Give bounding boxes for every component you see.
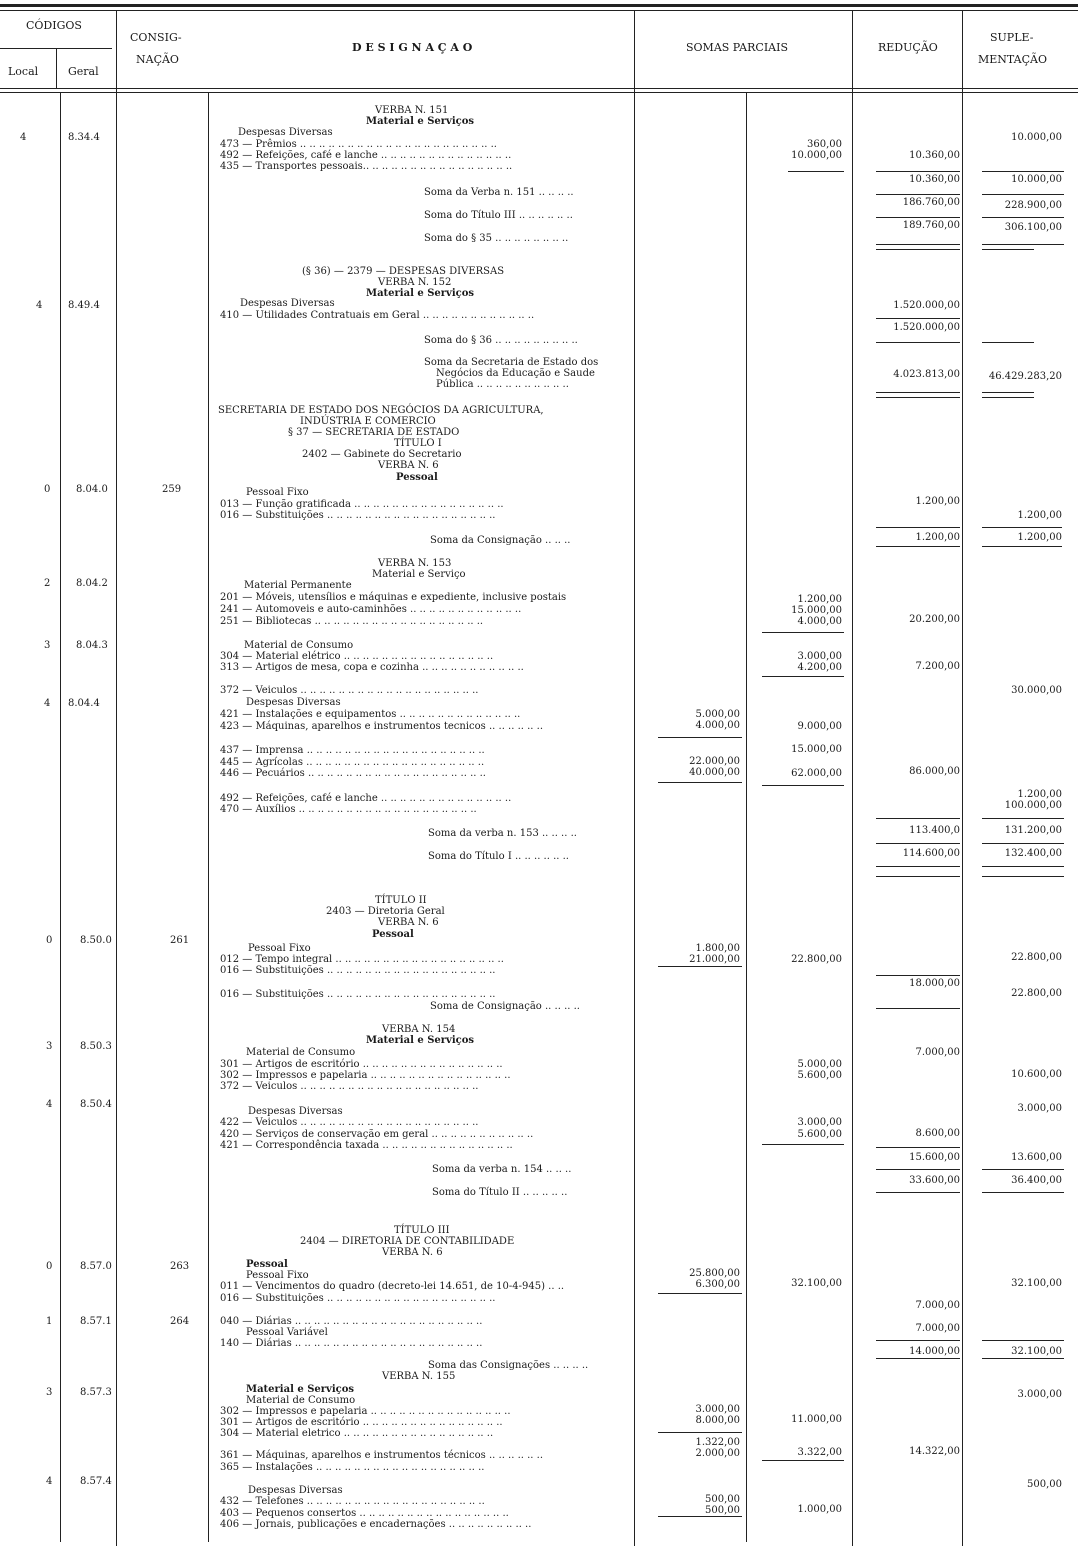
line-text: 15.000,00 bbox=[791, 744, 842, 755]
line-text: Pessoal Fixo bbox=[246, 487, 309, 498]
line-text: 0 bbox=[44, 484, 51, 495]
line-text: 473 — Prêmios .. .. .. .. .. .. .. .. .. .. .. .. .. .. .. .. .. .. .. .. .. bbox=[220, 139, 497, 150]
line-text: 21.000,00 bbox=[689, 954, 740, 965]
top-rule bbox=[0, 4, 1078, 7]
line-text: Negócios da Educação e Saude bbox=[436, 368, 595, 379]
line-text: 7.200,00 bbox=[915, 661, 960, 672]
line-text: 1.200,00 bbox=[1017, 510, 1062, 521]
total-rule bbox=[658, 966, 742, 967]
top-rule-2 bbox=[0, 10, 1078, 11]
line-text: Material e Serviços bbox=[366, 1035, 475, 1046]
line-text: 302 — Impressos e papelaria .. .. .. .. .. .. .. .. .. .. .. .. .. .. .. bbox=[220, 1406, 511, 1417]
line-text: 4 bbox=[20, 132, 27, 143]
col-rule-local-body bbox=[60, 92, 61, 1542]
line-text: 261 bbox=[170, 935, 190, 946]
header-consignacao-2: NAÇÃO bbox=[136, 53, 179, 66]
line-text: 1.000,00 bbox=[797, 1504, 842, 1515]
line-text: 4.000,00 bbox=[695, 720, 740, 731]
total-rule bbox=[982, 392, 1034, 393]
total-rule bbox=[876, 843, 960, 844]
line-text: 5.000,00 bbox=[695, 709, 740, 720]
total-rule bbox=[658, 782, 742, 783]
line-text: 22.800,00 bbox=[1011, 952, 1062, 963]
line-text: 46.429.283,20 bbox=[988, 371, 1062, 382]
line-text: 4 bbox=[46, 1099, 53, 1110]
line-text: TÍTULO II bbox=[375, 895, 427, 906]
line-text: 4.023.813,00 bbox=[893, 369, 960, 380]
line-text: 8.49.4 bbox=[68, 300, 100, 311]
line-text: 2402 — Gabinete do Secretario bbox=[302, 449, 462, 460]
line-text: INDÚSTRIA E COMERCIO bbox=[300, 416, 436, 427]
line-text: 7.000,00 bbox=[915, 1047, 960, 1058]
line-text: Despesas Diversas bbox=[246, 697, 341, 708]
line-text: 22.800,00 bbox=[1011, 988, 1062, 999]
header-bottom-rule-2 bbox=[0, 92, 1078, 93]
header-consignacao-1: CONSIG- bbox=[130, 31, 182, 44]
line-text: 32.100,00 bbox=[1011, 1346, 1062, 1357]
total-rule bbox=[982, 843, 1064, 844]
line-text: 2403 — Diretoria Geral bbox=[326, 906, 445, 917]
line-text: 500,00 bbox=[705, 1494, 740, 1505]
line-text: 10.360,00 bbox=[909, 174, 960, 185]
line-text: 10.000,00 bbox=[1011, 132, 1062, 143]
line-text: 264 bbox=[170, 1316, 190, 1327]
total-rule bbox=[982, 171, 1064, 172]
line-text: 302 — Impressos e papelaria .. .. .. .. .. .. .. .. .. .. .. .. .. .. .. bbox=[220, 1070, 511, 1081]
line-text: 15.600,00 bbox=[909, 1152, 960, 1163]
line-text: 3.000,00 bbox=[797, 651, 842, 662]
line-text: Material e Serviços bbox=[246, 1384, 355, 1395]
header-reducao: REDUÇÃO bbox=[878, 41, 938, 54]
line-text: 7.000,00 bbox=[915, 1323, 960, 1334]
line-text: 3.322,00 bbox=[797, 1447, 842, 1458]
total-rule bbox=[982, 194, 1064, 195]
line-text: 5.600,00 bbox=[797, 1129, 842, 1140]
line-text: 9.000,00 bbox=[797, 721, 842, 732]
line-text: 14.000,00 bbox=[909, 1346, 960, 1357]
line-text: 492 — Refeições, café e lanche .. .. .. .. .. .. .. .. .. .. .. .. .. .. bbox=[220, 150, 512, 161]
line-text: Material de Consumo bbox=[246, 1047, 356, 1058]
line-text: Pessoal Variável bbox=[246, 1327, 328, 1338]
line-text: 40.000,00 bbox=[689, 767, 740, 778]
total-rule bbox=[876, 397, 960, 398]
total-rule bbox=[762, 632, 844, 633]
line-text: 2404 — DIRETORIA DE CONTABILIDADE bbox=[300, 1236, 515, 1247]
line-text: VERBA N. 151 bbox=[375, 105, 449, 116]
line-text: 016 — Substituições .. .. .. .. .. .. .. .. .. .. .. .. .. .. .. .. .. .. bbox=[220, 989, 496, 1000]
line-text: Despesas Diversas bbox=[248, 1106, 343, 1117]
line-text: Soma do § 35 .. .. .. .. .. .. .. .. bbox=[424, 233, 569, 244]
total-rule bbox=[876, 392, 960, 393]
line-text: 1.322,00 bbox=[695, 1437, 740, 1448]
line-text: 7.000,00 bbox=[915, 1300, 960, 1311]
line-text: 13.600,00 bbox=[1011, 1152, 1062, 1163]
line-text: 3.000,00 bbox=[797, 1117, 842, 1128]
line-text: 8.57.1 bbox=[80, 1316, 112, 1327]
total-rule bbox=[982, 818, 1064, 819]
line-text: 421 — Instalações e equipamentos .. .. .. .. .. .. .. .. .. .. .. .. .. bbox=[220, 709, 521, 720]
line-text: 435 — Transportes pessoais.. .. .. .. .. .. .. .. .. .. .. .. .. .. .. .. bbox=[220, 161, 513, 172]
line-text: 8.34.4 bbox=[68, 132, 100, 143]
header-local: Local bbox=[8, 65, 39, 78]
col-rule-consignacao bbox=[208, 92, 209, 1542]
total-rule bbox=[876, 546, 960, 547]
header-designacao: D E S I G N A Ç A O bbox=[352, 41, 473, 54]
total-rule bbox=[762, 1460, 844, 1461]
line-text: Material e Serviços bbox=[366, 116, 475, 127]
header-suplementacao-2: MENTAÇÃO bbox=[978, 53, 1047, 66]
line-text: 18.000,00 bbox=[909, 978, 960, 989]
total-rule bbox=[982, 527, 1062, 528]
line-text: 1.800,00 bbox=[695, 943, 740, 954]
line-text: 186.760,00 bbox=[902, 197, 960, 208]
line-text: 2 bbox=[44, 578, 51, 589]
total-rule bbox=[658, 737, 742, 738]
line-text: 410 — Utilidades Contratuais em Geral .. .. .. .. .. .. .. .. .. .. .. .. bbox=[220, 310, 535, 321]
line-text: 1.200,00 bbox=[915, 496, 960, 507]
line-text: VERBA N. 155 bbox=[382, 1371, 456, 1382]
line-text: 8.04.2 bbox=[76, 578, 108, 589]
total-rule bbox=[982, 876, 1064, 877]
line-text: 016 — Substituições .. .. .. .. .. .. .. .. .. .. .. .. .. .. .. .. .. .. bbox=[220, 510, 496, 521]
line-text: VERBA N. 152 bbox=[378, 277, 452, 288]
line-text: 432 — Telefones .. .. .. .. .. .. .. .. .. .. .. .. .. .. .. .. .. .. .. bbox=[220, 1496, 485, 1507]
col-rule-somas-2 bbox=[852, 10, 853, 1546]
total-rule bbox=[982, 249, 1034, 250]
line-text: Soma do Título III .. .. .. .. .. .. bbox=[424, 210, 573, 221]
line-text: 2.000,00 bbox=[695, 1448, 740, 1459]
line-text: SECRETARIA DE ESTADO DOS NEGÓCIOS DA AGRICULTURA, bbox=[218, 405, 544, 416]
line-text: 8.57.0 bbox=[80, 1261, 112, 1272]
line-text: Soma da verba n. 153 .. .. .. .. bbox=[428, 828, 577, 839]
line-text: (§ 36) — 2379 — DESPESAS DIVERSAS bbox=[302, 266, 505, 277]
line-text: VERBA N. 6 bbox=[378, 460, 439, 471]
line-text: 437 — Imprensa .. .. .. .. .. .. .. .. .. .. .. .. .. .. .. .. .. .. .. bbox=[220, 745, 485, 756]
line-text: Soma do Título II .. .. .. .. .. bbox=[432, 1187, 568, 1198]
line-text: 372 — Veiculos .. .. .. .. .. .. .. .. .. .. .. .. .. .. .. .. .. .. .. bbox=[220, 685, 479, 696]
line-text: Soma da Verba n. 151 .. .. .. .. bbox=[424, 187, 574, 198]
line-text: Pessoal bbox=[396, 472, 438, 483]
line-text: Soma da Secretaria de Estado dos bbox=[424, 357, 599, 368]
line-text: 10.000,00 bbox=[1011, 174, 1062, 185]
line-text: 423 — Máquinas, aparelhos e instrumentos tecnicos .. .. .. .. .. .. bbox=[220, 721, 544, 732]
line-text: 0 bbox=[46, 935, 53, 946]
line-text: 306.100,00 bbox=[1004, 222, 1062, 233]
total-rule bbox=[762, 785, 844, 786]
line-text: 1 bbox=[46, 1316, 53, 1327]
line-text: Soma das Consignações .. .. .. .. bbox=[428, 1360, 589, 1371]
line-text: Despesas Diversas bbox=[238, 127, 333, 138]
header-geral: Geral bbox=[68, 65, 99, 78]
line-text: TÍTULO III bbox=[394, 1225, 450, 1236]
total-rule bbox=[876, 1169, 960, 1170]
line-text: 251 — Bibliotecas .. .. .. .. .. .. .. .. .. .. .. .. .. .. .. .. .. .. bbox=[220, 616, 484, 627]
total-rule bbox=[876, 1008, 960, 1009]
line-text: 131.200,00 bbox=[1004, 825, 1062, 836]
line-text: 4 bbox=[44, 698, 51, 709]
line-text: 259 bbox=[162, 484, 182, 495]
line-text: 100.000,00 bbox=[1004, 800, 1062, 811]
line-text: VERBA N. 6 bbox=[382, 1247, 443, 1258]
line-text: 5.000,00 bbox=[797, 1059, 842, 1070]
line-text: 5.600,00 bbox=[797, 1070, 842, 1081]
line-text: 3.000,00 bbox=[1017, 1389, 1062, 1400]
line-text: Soma do § 36 .. .. .. .. .. .. .. .. .. bbox=[424, 335, 578, 346]
line-text: 140 — Diárias .. .. .. .. .. .. .. .. .. .. .. .. .. .. .. .. .. .. .. .. bbox=[220, 1338, 483, 1349]
total-rule bbox=[876, 249, 960, 250]
total-rule bbox=[982, 1358, 1064, 1359]
line-text: 1.520.000,00 bbox=[893, 322, 960, 333]
total-rule bbox=[982, 244, 1064, 245]
line-text: 016 — Substituições .. .. .. .. .. .. .. .. .. .. .. .. .. .. .. .. .. .. bbox=[220, 1293, 496, 1304]
line-text: VERBA N. 154 bbox=[382, 1024, 456, 1035]
total-rule bbox=[876, 1147, 960, 1148]
line-text: 012 — Tempo integral .. .. .. .. .. .. .. .. .. .. .. .. .. .. .. .. .. .. bbox=[220, 954, 504, 965]
line-text: Despesas Diversas bbox=[240, 298, 335, 309]
line-text: 62.000,00 bbox=[791, 768, 842, 779]
line-text: 1.200,00 bbox=[915, 532, 960, 543]
line-text: 201 — Móveis, utensílios e máquinas e expediente, inclusive postais bbox=[220, 592, 567, 603]
line-text: 3 bbox=[44, 640, 51, 651]
line-text: 313 — Artigos de mesa, copa e cozinha .. .. .. .. .. .. .. .. .. .. .. bbox=[220, 662, 524, 673]
line-text: 372 — Veiculos .. .. .. .. .. .. .. .. .. .. .. .. .. .. .. .. .. .. .. bbox=[220, 1081, 479, 1092]
line-text: 8.50.4 bbox=[80, 1099, 112, 1110]
line-text: 33.600,00 bbox=[909, 1175, 960, 1186]
line-text: 470 — Auxílios .. .. .. .. .. .. .. .. .. .. .. .. .. .. .. .. .. .. .. bbox=[220, 804, 477, 815]
line-text: 421 — Correspondência taxada .. .. .. .. .. .. .. .. .. .. .. .. .. .. bbox=[220, 1140, 513, 1151]
total-rule bbox=[762, 1144, 844, 1145]
header-codigos: CÓDIGOS bbox=[26, 19, 82, 32]
line-text: 0 bbox=[46, 1261, 53, 1272]
line-text: 422 — Veiculos .. .. .. .. .. .. .. .. .. .. .. .. .. .. .. .. .. .. .. bbox=[220, 1117, 479, 1128]
total-rule bbox=[876, 818, 960, 819]
total-rule bbox=[876, 527, 960, 528]
line-text: 301 — Artigos de escritório .. .. .. .. .. .. .. .. .. .. .. .. .. .. .. bbox=[220, 1059, 503, 1070]
line-text: 22.800,00 bbox=[791, 954, 842, 965]
line-text: 420 — Serviços de conservação em geral .. .. .. .. .. .. .. .. .. .. .. bbox=[220, 1129, 534, 1140]
line-text: 22.000,00 bbox=[689, 756, 740, 767]
line-text: Soma da Consignação .. .. .. bbox=[430, 535, 571, 546]
line-text: 6.300,00 bbox=[695, 1279, 740, 1290]
total-rule bbox=[982, 342, 1034, 343]
line-text: § 37 — SECRETARIA DE ESTADO bbox=[288, 427, 460, 438]
line-text: 492 — Refeições, café e lanche .. .. .. .. .. .. .. .. .. .. .. .. .. .. bbox=[220, 793, 512, 804]
header-bottom-rule bbox=[0, 88, 1078, 89]
line-text: 32.100,00 bbox=[1011, 1278, 1062, 1289]
line-text: 040 — Diárias .. .. .. .. .. .. .. .. .. .. .. .. .. .. .. .. .. .. .. .. bbox=[220, 1316, 483, 1327]
total-rule bbox=[876, 171, 960, 172]
total-rule bbox=[982, 546, 1062, 547]
line-text: TÍTULO I bbox=[394, 438, 442, 449]
line-text: 301 — Artigos de escritório .. .. .. .. .. .. .. .. .. .. .. .. .. .. .. bbox=[220, 1417, 503, 1428]
line-text: 10.360,00 bbox=[909, 150, 960, 161]
line-text: 500,00 bbox=[1027, 1479, 1062, 1490]
total-rule bbox=[658, 1293, 742, 1294]
line-text: 304 — Material eletrico .. .. .. .. .. .. .. .. .. .. .. .. .. .. .. .. bbox=[220, 1428, 494, 1439]
line-text: 4 bbox=[46, 1476, 53, 1487]
line-text: Material de Consumo bbox=[244, 640, 354, 651]
line-text: 30.000,00 bbox=[1011, 685, 1062, 696]
line-text: 228.900,00 bbox=[1004, 200, 1062, 211]
line-text: Material Permanente bbox=[244, 580, 352, 591]
total-rule bbox=[658, 1516, 742, 1517]
total-rule bbox=[982, 1169, 1064, 1170]
line-text: 011 — Vencimentos do quadro (decreto-lei 14.651, de 10-4-945) .. .. bbox=[220, 1281, 565, 1292]
total-rule bbox=[876, 244, 960, 245]
col-rule-designacao bbox=[634, 10, 635, 1546]
line-text: 445 — Agrícolas .. .. .. .. .. .. .. .. .. .. .. .. .. .. .. .. .. .. .. bbox=[220, 757, 485, 768]
total-rule bbox=[876, 217, 960, 218]
line-text: 016 — Substituições .. .. .. .. .. .. .. .. .. .. .. .. .. .. .. .. .. .. bbox=[220, 965, 496, 976]
total-rule bbox=[876, 866, 960, 867]
total-rule bbox=[788, 171, 844, 172]
line-text: Material e Serviços bbox=[366, 288, 475, 299]
line-text: 241 — Automoveis e auto-caminhões .. .. .. .. .. .. .. .. .. .. .. .. bbox=[220, 604, 522, 615]
line-text: 1.520.000,00 bbox=[893, 300, 960, 311]
line-text: 8.50.0 bbox=[80, 935, 112, 946]
line-text: 4.000,00 bbox=[797, 616, 842, 627]
line-text: Pessoal bbox=[372, 929, 414, 940]
line-text: 36.400,00 bbox=[1011, 1175, 1062, 1186]
line-text: 304 — Material elétrico .. .. .. .. .. .. .. .. .. .. .. .. .. .. .. .. bbox=[220, 651, 494, 662]
total-rule bbox=[876, 876, 960, 877]
line-text: 15.000,00 bbox=[791, 605, 842, 616]
line-text: VERBA N. 153 bbox=[378, 558, 452, 569]
line-text: Material e Serviço bbox=[372, 569, 466, 580]
header-suplementacao-1: SUPLE- bbox=[990, 31, 1034, 44]
total-rule bbox=[982, 1192, 1064, 1193]
line-text: Soma de Consignação .. .. .. .. bbox=[430, 1001, 580, 1012]
col-rule-codigos bbox=[116, 10, 117, 1546]
total-rule bbox=[876, 1340, 960, 1341]
line-text: 10.000,00 bbox=[791, 150, 842, 161]
line-text: 8.04.0 bbox=[76, 484, 108, 495]
line-text: 1.200,00 bbox=[1017, 789, 1062, 800]
line-text: 360,00 bbox=[807, 139, 842, 150]
line-text: 86.000,00 bbox=[909, 766, 960, 777]
line-text: 8.57.4 bbox=[80, 1476, 112, 1487]
total-rule bbox=[876, 1192, 960, 1193]
line-text: Material de Consumo bbox=[246, 1395, 356, 1406]
line-text: Pessoal Fixo bbox=[246, 1270, 309, 1281]
line-text: 8.57.3 bbox=[80, 1387, 112, 1398]
line-text: Pessoal Fixo bbox=[248, 943, 311, 954]
total-rule bbox=[982, 1340, 1064, 1341]
line-text: 20.200,00 bbox=[909, 614, 960, 625]
line-text: Soma da verba n. 154 .. .. .. bbox=[432, 1164, 572, 1175]
line-text: 406 — Jornais, publicações e encadernações .. .. .. .. .. .. .. .. .. bbox=[220, 1519, 532, 1530]
total-rule bbox=[876, 1358, 960, 1359]
total-rule bbox=[876, 194, 960, 195]
line-text: 3.000,00 bbox=[695, 1404, 740, 1415]
line-text: 1.200,00 bbox=[797, 594, 842, 605]
col-rule-somas bbox=[746, 92, 747, 1542]
line-text: 361 — Máquinas, aparelhos e instrumentos técnicos .. .. .. .. .. .. bbox=[220, 1450, 544, 1461]
line-text: Despesas Diversas bbox=[248, 1485, 343, 1496]
line-text: 3 bbox=[46, 1387, 53, 1398]
line-text: 4.200,00 bbox=[797, 662, 842, 673]
line-text: 8.50.3 bbox=[80, 1041, 112, 1052]
total-rule bbox=[658, 1432, 742, 1433]
line-text: 189.760,00 bbox=[902, 220, 960, 231]
line-text: 8.600,00 bbox=[915, 1128, 960, 1139]
col-rule-reducao bbox=[962, 10, 963, 1546]
line-text: Soma do Título I .. .. .. .. .. .. bbox=[428, 851, 569, 862]
line-text: 403 — Pequenos consertos .. .. .. .. .. .. .. .. .. .. .. .. .. .. .. .. bbox=[220, 1508, 509, 1519]
line-text: 14.322,00 bbox=[909, 1446, 960, 1457]
line-text: 11.000,00 bbox=[791, 1414, 842, 1425]
col-rule-local bbox=[56, 48, 57, 88]
line-text: 3.000,00 bbox=[1017, 1103, 1062, 1114]
line-text: 32.100,00 bbox=[791, 1278, 842, 1289]
line-text: 132.400,00 bbox=[1004, 848, 1062, 859]
line-text: 500,00 bbox=[705, 1505, 740, 1516]
line-text: Pessoal bbox=[246, 1259, 288, 1270]
total-rule bbox=[876, 975, 960, 976]
line-text: 113.400,0 bbox=[909, 825, 960, 836]
line-text: 10.600,00 bbox=[1011, 1069, 1062, 1080]
total-rule bbox=[982, 217, 1064, 218]
line-text: 013 — Função gratificada .. .. .. .. .. .. .. .. .. .. .. .. .. .. .. .. bbox=[220, 499, 504, 510]
total-rule bbox=[982, 866, 1064, 867]
total-rule bbox=[762, 676, 844, 677]
line-text: 8.000,00 bbox=[695, 1415, 740, 1426]
line-text: 25.800,00 bbox=[689, 1268, 740, 1279]
line-text: 446 — Pecuários .. .. .. .. .. .. .. .. .. .. .. .. .. .. .. .. .. .. .. bbox=[220, 768, 486, 779]
header-somas-parciais: SOMAS PARCIAIS bbox=[686, 41, 788, 54]
line-text: 8.04.3 bbox=[76, 640, 108, 651]
line-text: 114.600,00 bbox=[902, 848, 960, 859]
line-text: 365 — Instalações .. .. .. .. .. .. .. .. .. .. .. .. .. .. .. .. .. .. bbox=[220, 1462, 485, 1473]
line-text: 3 bbox=[46, 1041, 53, 1052]
line-text: 263 bbox=[170, 1261, 190, 1272]
total-rule bbox=[982, 397, 1034, 398]
total-rule bbox=[876, 342, 960, 343]
line-text: 8.04.4 bbox=[68, 698, 100, 709]
line-text: 4 bbox=[36, 300, 43, 311]
line-text: 1.200,00 bbox=[1017, 532, 1062, 543]
line-text: VERBA N. 6 bbox=[378, 917, 439, 928]
total-rule bbox=[876, 318, 960, 319]
line-text: Pública .. .. .. .. .. .. .. .. .. .. bbox=[436, 379, 569, 390]
